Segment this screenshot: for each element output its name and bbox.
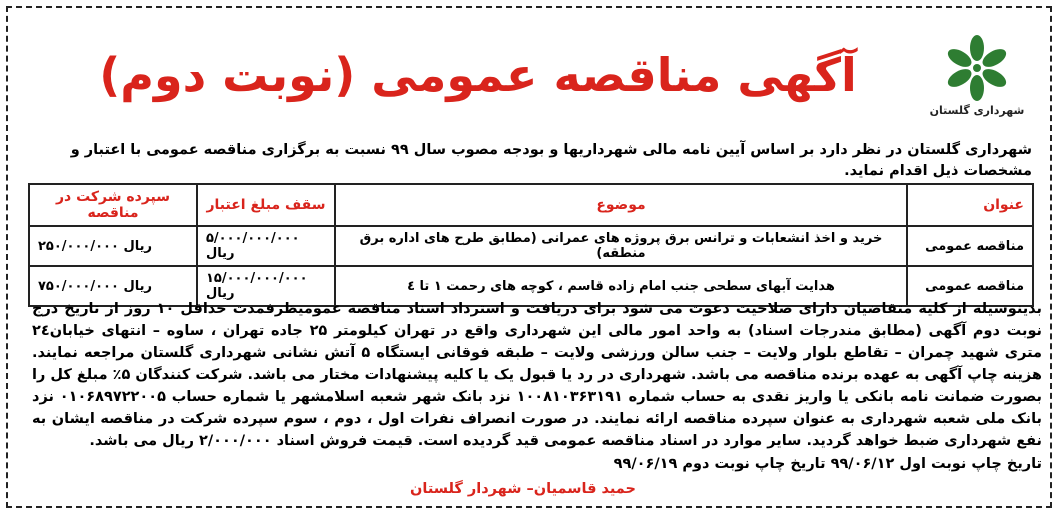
tender-table	[28, 183, 1034, 307]
row-title: مناقصه عمومی	[907, 226, 1033, 266]
municipality-logo	[922, 34, 1032, 117]
row-title: مناقصه عمومی	[907, 266, 1033, 306]
publication-dates: تاریخ چاپ نوبت اول ۹۹/۰۶/۱۲ تاریخ چاپ نوبت دوم ۹۹/۰۶/۱۹	[613, 456, 1042, 472]
row-credit-cap: ۵/۰۰۰/۰۰۰/۰۰۰ ریال	[197, 226, 335, 266]
mayor-signature: حمید قاسمیان– شهردار گلستان	[410, 481, 636, 497]
row-subject: خرید و اخذ انشعابات و ترانس برق پروژه های عمرانی (مطابق طرح های اداره برق منطقه)	[335, 226, 907, 266]
row-deposit: ۲۵۰/۰۰۰/۰۰۰ ریال	[29, 226, 197, 266]
logo-caption: شهرداری گلستان	[929, 104, 1025, 117]
header-credit-cap: سقف مبلغ اعتبار	[197, 184, 335, 226]
notice-title: آگهی مناقصه عمومی (نوبت دوم)	[99, 48, 857, 102]
header-title: عنوان	[907, 184, 1033, 226]
row-credit-cap: ۱۵/۰۰۰/۰۰۰/۰۰۰ ریال	[197, 266, 335, 306]
conditions-paragraph: بدینوسیله از کلیه متقاضیان دارای صلاحیت دعوت می شود برای دریافت و استرداد اسناد مناقصه عمومیظرفمدت حداقل ۱۰ روز از تاریخ درج نوبت دوم آگهی (مطابق مندرجات اسناد) به واحد امور مالی این شهرداری واقع در تهران کیلومتر ۲۵ جاده تهران ، ساوه – انتهای خیابان۲٤ متری شهید چمران – تقاطع بلوار ولایت – جنب سالن ورزشی ولایت – طبقه فوقانی ایستگاه ۵ آتش نشانی شهرداری گلستان مراجعه نمایند. هزینه چاپ آگهی به عهده برنده مناقصه می باشد. شهرداری در رد یا قبول یک یا کلیه پیشنهادات مختار می باشد. شرکت کنندگان ۵٪ مبلغ کل را بصورت ضمانت نامه بانکی یا واریز نقدی به حساب شماره ۱۰۰۸۱۰۳۶۳۱۹۱ نزد بانک شهر شعبه اسلامشهر یا شماره حساب ۰۱۰۶۸۹۷۲۲۰۰۵ نزد بانک ملی شعبه شهرداری به عنوان سپرده مناقصه ارائه نمایند. در صورت انصراف نفرات اول ، دوم ، سوم سپرده شرکت در مناقصه ایشان به نفع شهرداری ضبط خواهد گردید. سایر موارد در اسناد مناقصه عمومی قید گردیده است. قیمت فروش اسناد ۲/۰۰۰/۰۰۰ ریال می باشد.	[32, 301, 1043, 449]
row-subject: هدایت آبهای سطحی جنب امام زاده قاسم ، کوچه های رحمت ۱ تا ٤	[335, 266, 907, 306]
golestan-flower-icon	[946, 34, 1008, 102]
table-row	[29, 226, 1033, 266]
row-deposit: ۷۵۰/۰۰۰/۰۰۰ ریال	[29, 266, 197, 306]
table-header-row	[29, 184, 1033, 226]
intro-paragraph: شهرداری گلستان در نظر دارد بر اساس آیین نامه مالی شهرداریها و بودجه مصوب سال ۹۹ نسبت به برگزاری مناقصه عمومی با اعتبار و مشخصات ذیل اقدام نماید.	[70, 142, 1032, 179]
header-subject: موضوع	[335, 184, 907, 226]
header-deposit: سپرده شرکت در مناقصه	[29, 184, 197, 226]
